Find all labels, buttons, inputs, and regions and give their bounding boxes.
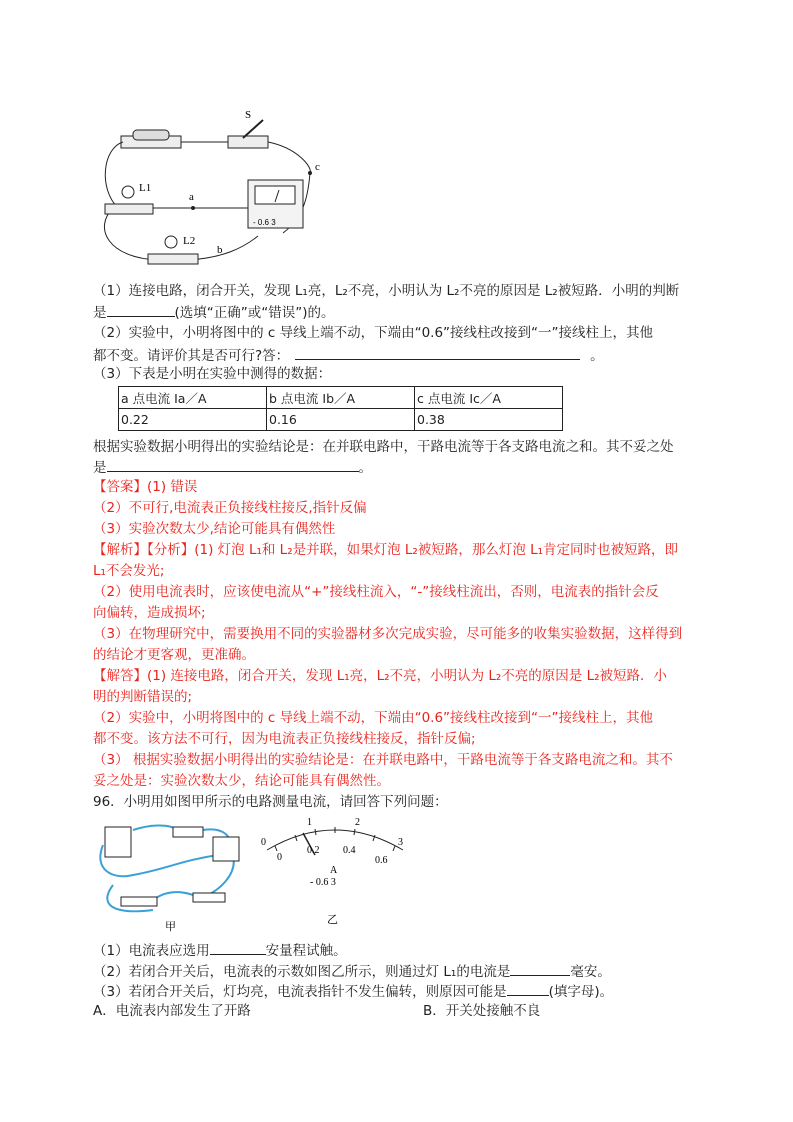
data-table: [118, 386, 563, 431]
q2-b-post: 。: [590, 348, 604, 364]
label-c: c: [315, 161, 320, 173]
dial-figure-yi: [255, 815, 415, 930]
q3-conclusion-b: [93, 457, 372, 477]
q96-s3: [93, 981, 613, 1001]
answer-line-1: 【答案】(1) 错误: [93, 479, 198, 495]
answer-line-10: 【解答】(1) 连接电路，闭合开关，发现 L₁亮，L₂不亮，小明认为 L₂不亮的原因是 L₂被短路．小: [93, 668, 668, 684]
table-header: c 点电流 Ic／A: [415, 387, 563, 409]
answer-line-11: 明的判断错误的;: [93, 689, 193, 705]
q2-blank[interactable]: [295, 345, 580, 360]
table-cell: 0.16: [267, 409, 415, 431]
q96-s1-post: 安量程试触。: [265, 943, 347, 959]
table-header-row: [119, 387, 563, 409]
q2-line-a: （2）实验中，小明将图中的 c 导线上端不动，下端由“0.6”接线柱改接到“一”接线柱上，其他: [93, 325, 654, 341]
dial-unit: A: [330, 865, 338, 876]
label-l1: L1: [139, 182, 152, 194]
q1-line-b: [93, 302, 335, 322]
q3-conc2-post: 。: [358, 460, 372, 476]
label-a: a: [189, 191, 194, 203]
q96-s2-post: 毫安。: [570, 964, 611, 980]
label-l2: L2: [183, 235, 196, 247]
q96-s1-pre: （1）电流表应选用: [93, 943, 210, 959]
dial-bottom-0: 0: [277, 852, 282, 863]
q96-title: 96．小明用如图甲所示的电路测量电流，请回答下列问题：: [93, 794, 448, 810]
table-row: [119, 409, 563, 431]
dial-bottom-2: 0.4: [343, 845, 356, 856]
q96-option-a: A．电流表内部发生了开路: [93, 1003, 251, 1019]
q3-line-a: （3）下表是小明在实验中测得的数据：: [93, 366, 332, 382]
q96-s1-blank[interactable]: [210, 940, 266, 955]
label-jia: 甲: [165, 921, 176, 933]
answer-line-15: 妥之处是：实验次数太少，结论可能具有偶然性。: [93, 773, 390, 789]
dial-top-1: 1: [307, 817, 312, 828]
q1-line-a: （1）连接电路，闭合开关，发现 L₁亮，L₂不亮，小明认为 L₂不亮的原因是 L₂被短路．小明的判断: [93, 283, 680, 299]
answer-line-3: （3）实验次数太少,结论可能具有偶然性: [93, 521, 336, 537]
table-cell: 0.38: [415, 409, 563, 431]
answer-line-14: （3） 根据实验数据小明得出的实验结论是：在并联电路中，干路电流等于各支路电流之和。其不: [93, 752, 673, 768]
dial-top-2: 2: [355, 817, 360, 828]
meter-scale: - 0.6 3: [253, 218, 276, 227]
table-cell: 0.22: [119, 409, 267, 431]
q96-s2-blank[interactable]: [510, 961, 570, 976]
answer-line-13: 都不变。该方法不可行，因为电流表正负接线柱接反，指针反偏;: [93, 731, 476, 747]
dial-bottom-1: 0.2: [307, 845, 320, 856]
dial-terms: - 0.6 3: [310, 877, 336, 888]
q96-s3-pre: （3）若闭合开关后，灯均亮，电流表指针不发生偏转，则原因可能是: [93, 984, 507, 1000]
q96-s3-post: (填字母)。: [548, 984, 614, 1000]
label-s: S: [245, 109, 252, 121]
answer-line-12: （2）实验中，小明将图中的 c 导线上端不动，下端由“0.6”接线柱改接到“一”接线柱上，其他: [93, 710, 654, 726]
answer-line-8: （3）在物理研究中，需要换用不同的实验器材多次完成实验，尽可能多的收集实验数据，这样得到: [93, 626, 683, 642]
q96-option-b: B．开关处接触不良: [423, 1003, 541, 1019]
q3-blank[interactable]: [107, 457, 359, 472]
answer-line-7: 向偏转，造成损坏;: [93, 605, 206, 621]
q2-b-pre: 都不变。请评价其是否可行?答：: [93, 348, 290, 364]
q96-s2-pre: （2）若闭合开关后，电流表的示数如图乙所示，则通过灯 L₁的电流是: [93, 964, 511, 980]
q96-s2: [93, 961, 611, 981]
dial-top-3: 3: [398, 837, 403, 848]
dial-top-0: 0: [261, 837, 266, 848]
q3-conclusion: 根据实验数据小明得出的实验结论是：在并联电路中，干路电流等于各支路电流之和。其不妥之处: [93, 439, 674, 455]
answer-line-9: 的结论才更客观，更准确。: [93, 647, 255, 663]
answer-line-2: （2）不可行,电流表正负接线柱接反,指针反偏: [93, 500, 367, 516]
circuit-figure-jia: [93, 815, 253, 935]
label-yi: 乙: [327, 914, 338, 926]
answer-line-5: L₁不会发光;: [93, 563, 165, 579]
label-b: b: [217, 244, 223, 256]
q1-blank[interactable]: [107, 302, 175, 317]
q2-line-b: [93, 345, 604, 365]
q96-s3-blank[interactable]: [507, 981, 549, 996]
q1-b-post: (选填“正确”或“错误”)的。: [174, 305, 335, 321]
circuit-figure-1: [93, 108, 333, 278]
q3-conc2-pre: 是: [93, 460, 107, 476]
answer-line-4: 【解析】【分析】(1) 灯泡 L₁和 L₂是并联，如果灯泡 L₂被短路，那么灯泡 L₁肯定同时也被短路，即: [93, 542, 679, 558]
dial-bottom-3: 0.6: [375, 855, 388, 866]
q1-b-pre: 是: [93, 305, 107, 321]
answer-line-6: （2）使用电流表时，应该使电流从“+”接线柱流入，“-”接线柱流出，否则，电流表的指针会反: [93, 584, 659, 600]
table-header: a 点电流 Ia／A: [119, 387, 267, 409]
q96-s1: [93, 940, 347, 960]
table-header: b 点电流 Ib／A: [267, 387, 415, 409]
